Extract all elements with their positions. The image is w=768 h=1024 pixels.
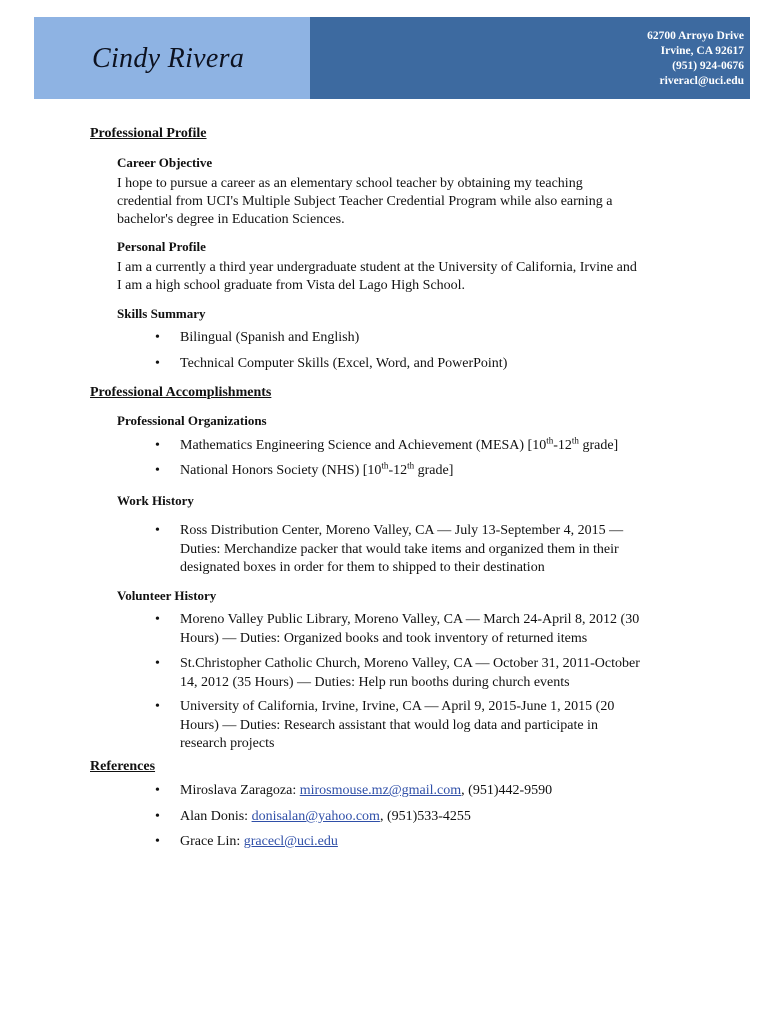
career-objective-line: bachelor's degree in Education Sciences.	[117, 212, 345, 227]
section-title-references: References	[90, 759, 156, 774]
bullet-icon: •	[155, 330, 160, 345]
contact-phone: (951) 924-0676	[672, 60, 744, 72]
subheading-work-history: Work History	[117, 493, 194, 508]
reference-name: Miroslava Zaragoza:	[180, 783, 300, 798]
contact-email[interactable]: riveracl@uci.edu	[659, 75, 744, 87]
reference-phone: , (951)533-4255	[379, 809, 471, 824]
header-left-band	[34, 17, 310, 99]
bullet-icon: •	[155, 463, 160, 478]
bullet-icon: •	[155, 699, 160, 714]
contact-address: 62700 Arroyo Drive	[647, 30, 744, 42]
subheading-skills-summary: Skills Summary	[117, 306, 206, 321]
subheading-organizations: Professional Organizations	[117, 413, 267, 428]
bullet-icon: •	[155, 809, 160, 824]
reference-email-link[interactable]: mirosmouse.mz@gmail.com	[299, 783, 462, 798]
reference-email-link[interactable]: gracecl@uci.edu	[243, 834, 338, 849]
bullet-icon: •	[155, 783, 160, 798]
career-objective-text	[117, 175, 692, 229]
bullet-icon: •	[155, 356, 160, 371]
bullet-icon: •	[155, 438, 160, 453]
subheading-personal-profile: Personal Profile	[117, 239, 206, 254]
bullet-icon: •	[155, 656, 160, 671]
career-objective-line: I hope to pursue a career as an elementary school teacher by obtaining my teaching	[117, 176, 583, 191]
bullet-icon: •	[155, 523, 160, 538]
personal-profile-line: I am a currently a third year undergraduate student at the University of California, Irvine and	[117, 260, 637, 275]
personal-profile-line: I am a high school graduate from Vista del Lago High School.	[117, 278, 466, 293]
applicant-name: Cindy Rivera	[92, 43, 245, 74]
subheading-career-objective: Career Objective	[117, 155, 213, 170]
career-objective-line: credential from UCI's Multiple Subject Teacher Credential Program while also earning a	[117, 194, 613, 209]
reference-phone: , (951)442-9590	[461, 783, 553, 798]
reference-email-link[interactable]: donisalan@yahoo.com	[251, 809, 380, 824]
section-title-profile: Professional Profile	[90, 126, 207, 141]
contact-block	[647, 29, 744, 89]
bullet-icon: •	[155, 834, 160, 849]
header-right-band	[310, 17, 750, 99]
bullet-icon: •	[155, 612, 160, 627]
header-banner	[34, 17, 750, 99]
subheading-volunteer-history: Volunteer History	[117, 588, 217, 603]
contact-city: Irvine, CA 92617	[660, 45, 744, 57]
reference-name: Alan Donis:	[180, 809, 252, 824]
personal-profile-text	[117, 259, 692, 295]
reference-name: Grace Lin:	[180, 834, 244, 849]
section-title-accomplishments: Professional Accomplishments	[90, 385, 272, 400]
